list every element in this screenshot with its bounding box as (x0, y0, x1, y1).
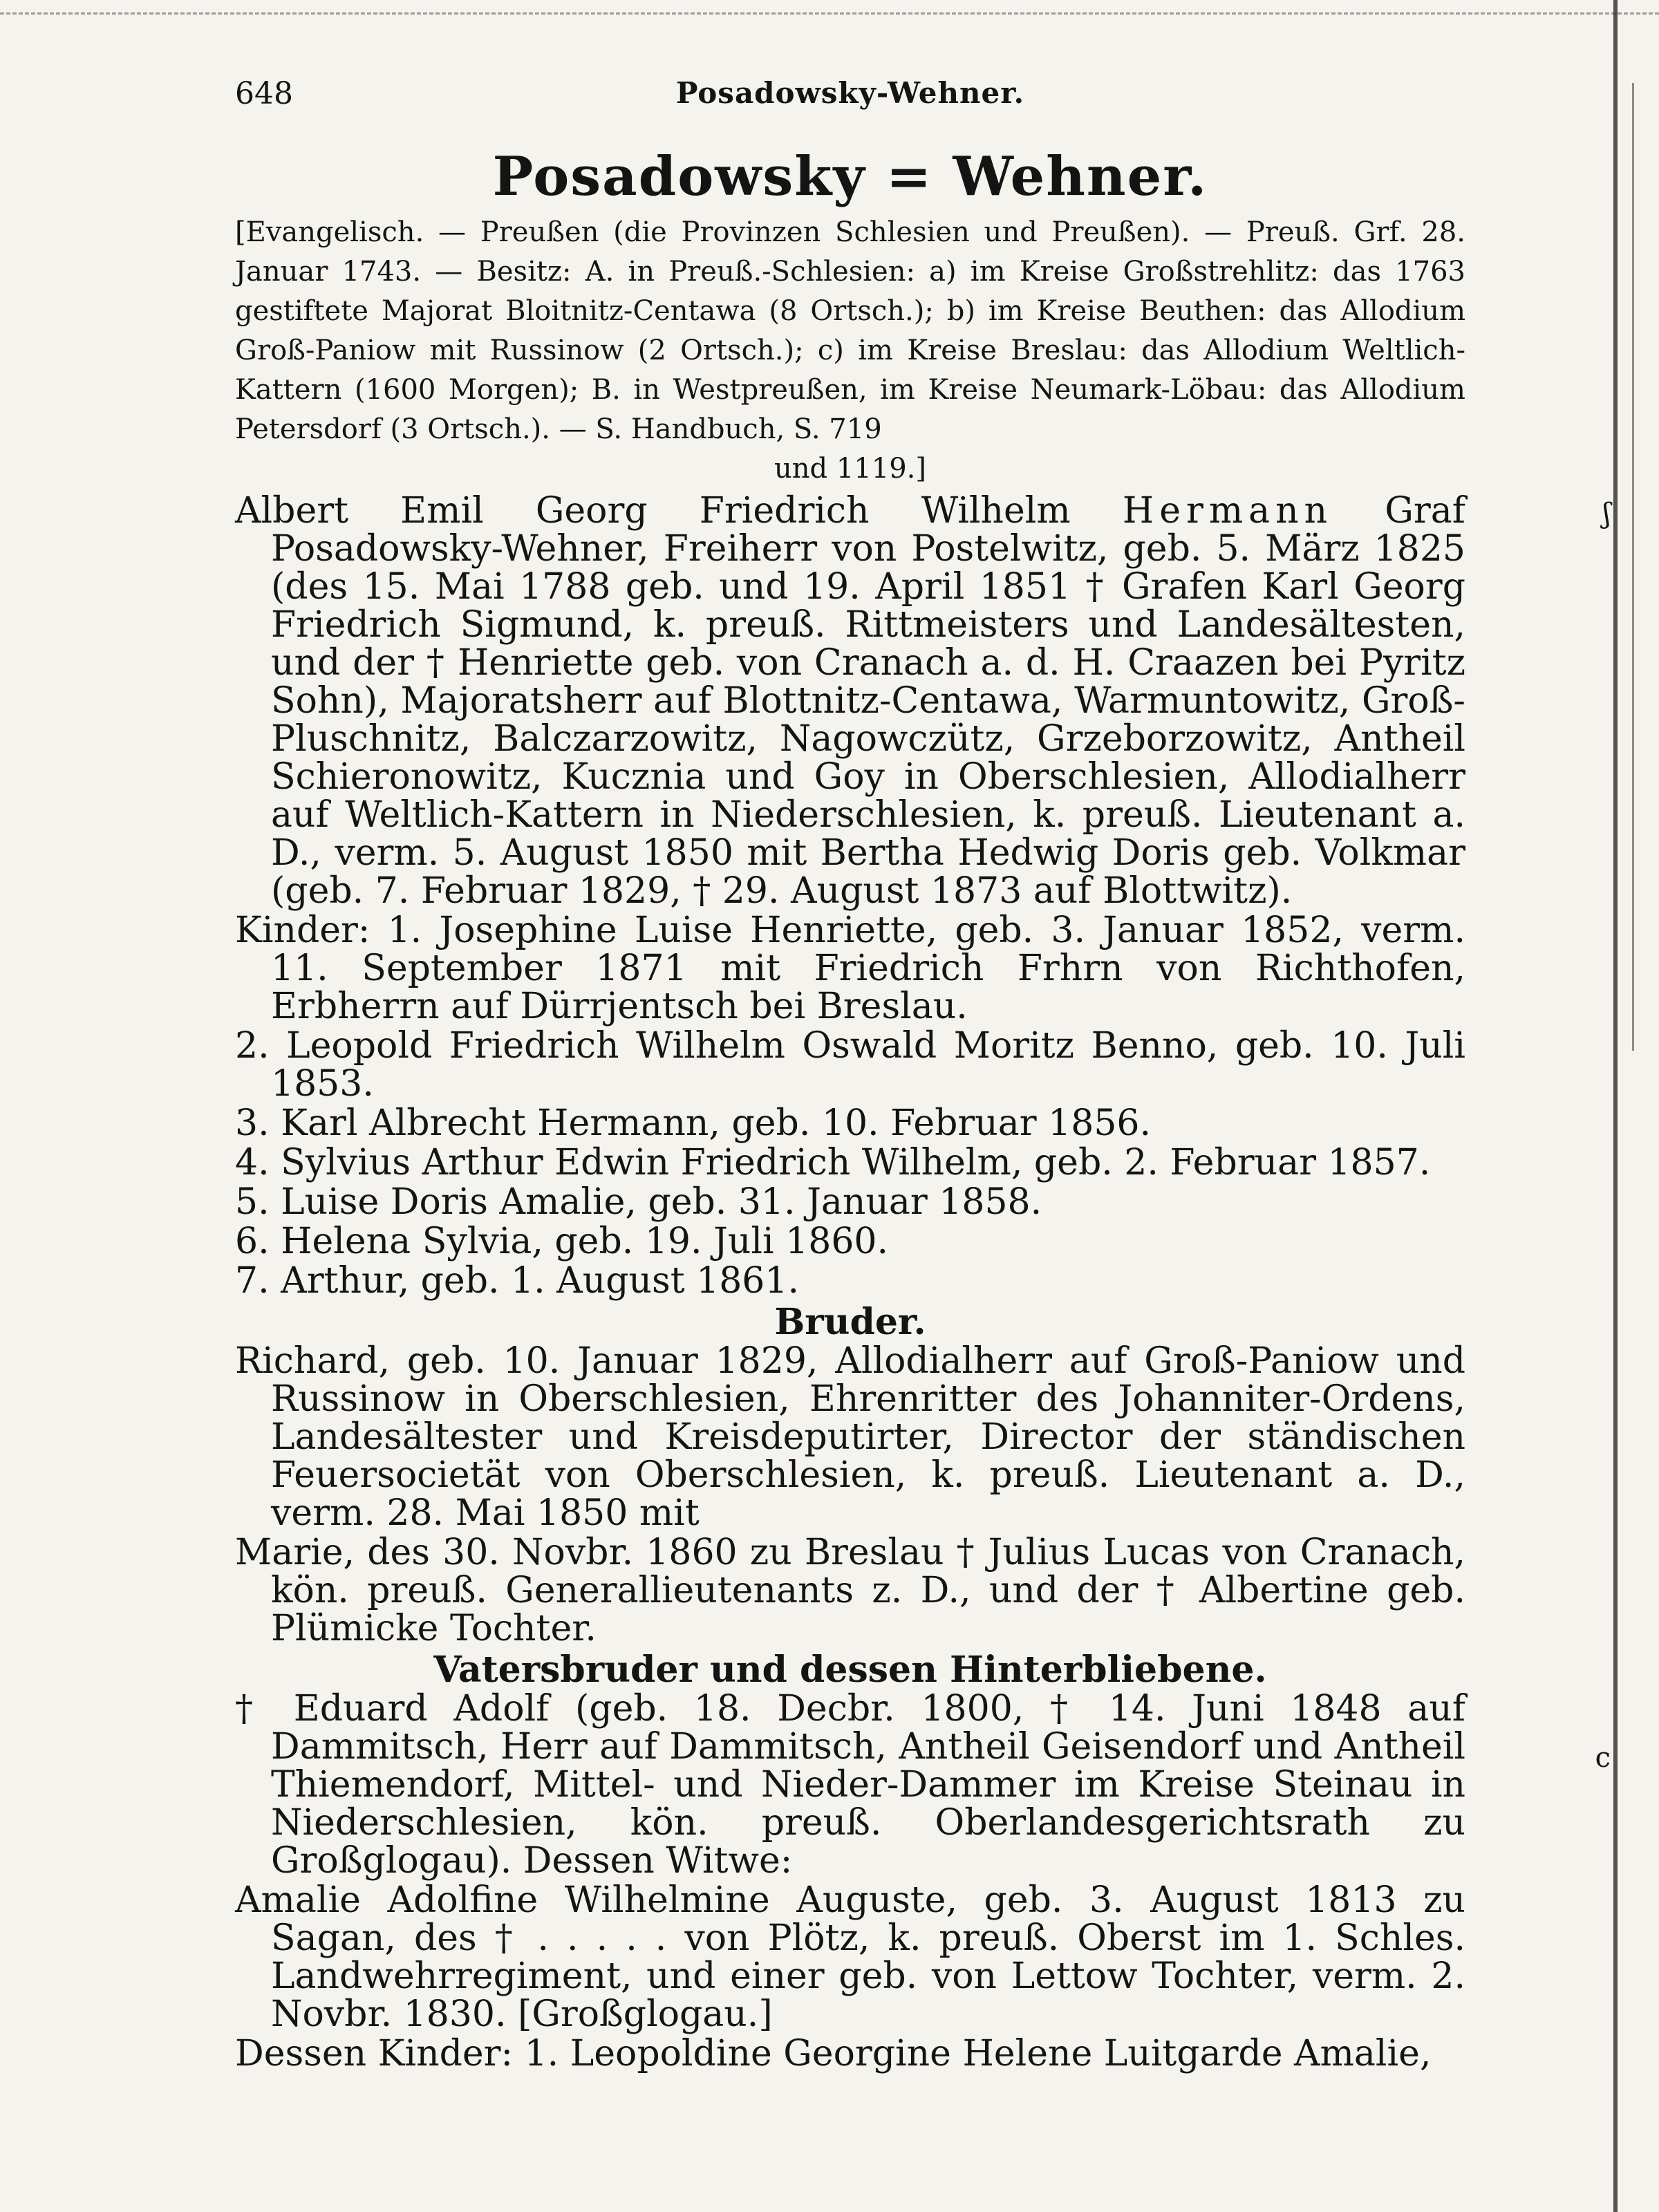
uncle-entry: † Eduard Adolf (geb. 18. Decbr. 1800, † 14. Juni 1848 auf Dammitsch, Herr auf Dammitsch, Antheil Geisendorf und Antheil Thiemendorf, Mittel- und Nieder-Dammer im Kreise Steinau in Niederschlesien, kön. preuß. Oberlandesgerichtsrath zu Großglogau). Dessen Witwe: (235, 1688, 1465, 1882)
brother-wife-entry: Marie, des 30. Novbr. 1860 zu Breslau † Julius Lucas von Cranach, kön. preuß. Generallieutenants z. D., und der † Albertine geb. Plümicke Tochter. (235, 1532, 1465, 1649)
main-entry-name: Albert Emil Georg Friedrich Wilhelm (235, 490, 1123, 532)
main-entry (235, 492, 1465, 910)
book-spine-line (1632, 83, 1634, 1051)
spine-mark: c (1595, 1742, 1611, 1774)
child-entry: 3. Karl Albrecht Hermann, geb. 10. Februar 1856. (235, 1103, 1152, 1144)
page-title: Posadowsky = Wehner. (492, 145, 1208, 208)
main-entry-text: Graf Posadowsky-Wehner, Freiherr von Postelwitz, geb. 5. März 1825 (des 15. Mai 1788 geb. und 19. April 1851 † Grafen Karl Georg Friedrich Sigmund, k. preuß. Rittmeisters und Landesältesten, und der † Henriette geb. von Cranach a. d. H. Craazen bei Pyritz Sohn), Majoratsherr auf Blottnitz-Centawa, Warmuntowitz, Groß-Pluschnitz, Balczarzowitz, Nagowczütz, Grzeborzowitz, Antheil Schieronowitz, Kucznia und Goy in Oberschlesien, Allodialherr auf Weltlich-Kattern in Niederschlesien, k. preuß. Lieutenant a. D., verm. 5. August 1850 mit Bertha Hedwig Doris geb. Volkmar (geb. 7. Februar 1829, † 29. August 1873 auf Blottwitz). (271, 490, 1465, 912)
child-entry: Kinder: 1. Josephine Luise Henriette, geb. 3. Januar 1852, verm. 11. September 1871 mit Friedrich Frhrn von Richthofen, Erbherrn auf Dürrjentsch bei Breslau. (235, 910, 1465, 1027)
child-entry: 4. Sylvius Arthur Edwin Friedrich Wilhelm, geb. 2. Februar 1857. (235, 1142, 1431, 1183)
running-head: Posadowsky-Wehner. (675, 76, 1025, 110)
book-spine-shadow (1613, 0, 1618, 2212)
entries (235, 492, 1465, 2074)
uncle-children-entry: Dessen Kinder: 1. Leopoldine Georgine Helene Luitgarde Amalie, (235, 2033, 1432, 2074)
intro-text: [Evangelisch. — Preußen (die Provinzen Schlesien und Preußen). — Preuß. Grf. 28. Januar 1743. — Besitz: A. in Preuß.-Schlesien: a) im Kreise Großstrehlitz: das 1763 gestiftete Majorat Bloitnitz-Centawa (8 Ortsch.); b) im Kreise Beuthen: das Allodium Groß-Paniow mit Russinow (2 Ortsch.); c) im Kreise Breslau: das Allodium Weltlich-Kattern (1600 Morgen); B. in Westpreußen, im Kreise Neumark-Löbau: das Allodium Petersdorf (3 Ortsch.). — S. Handbuch, S. 719 (235, 216, 1465, 445)
section-heading-uncle: Vatersbruder und dessen Hinterbliebene. (433, 1649, 1267, 1691)
child-entry: 6. Helena Sylvia, geb. 19. Juli 1860. (235, 1221, 889, 1262)
page-header (235, 76, 1465, 118)
child-entry: 5. Luise Doris Amalie, geb. 31. Januar 1858. (235, 1181, 1042, 1223)
brother-entry: Richard, geb. 10. Januar 1829, Allodialherr auf Groß-Paniow und Russinow in Oberschlesien, Ehrenritter des Johanniter-Ordens, Landesältester und Kreisdeputirter, Director der ständischen Feuersocietät von Oberschlesien, k. preuß. Lieutenant a. D., verm. 28. Mai 1850 mit (235, 1340, 1465, 1534)
scan-edge (0, 12, 1659, 17)
uncle-widow-entry: Amalie Adolfine Wilhelmine Auguste, geb. 3. August 1813 zu Sagan, des † . . . . . von Plötz, k. preuß. Oberst im 1. Schles. Landwehrregiment, und einer geb. von Lettow Tochter, verm. 2. Novbr. 1830. [Großglogau.] (235, 1880, 1465, 2035)
page-number: 648 (235, 76, 293, 111)
child-entry: 7. Arthur, geb. 1. August 1861. (235, 1260, 799, 1302)
intro-last-line: und 1119.] (774, 453, 926, 485)
section-heading-brother: Bruder. (774, 1301, 926, 1343)
spine-mark: ʃ (1603, 498, 1611, 529)
child-entry: 2. Leopold Friedrich Wilhelm Oswald Moritz Benno, geb. 10. Juli 1853. (235, 1025, 1465, 1105)
family-intro (235, 213, 1465, 489)
main-entry-name-spaced: Hermann (1122, 490, 1333, 532)
